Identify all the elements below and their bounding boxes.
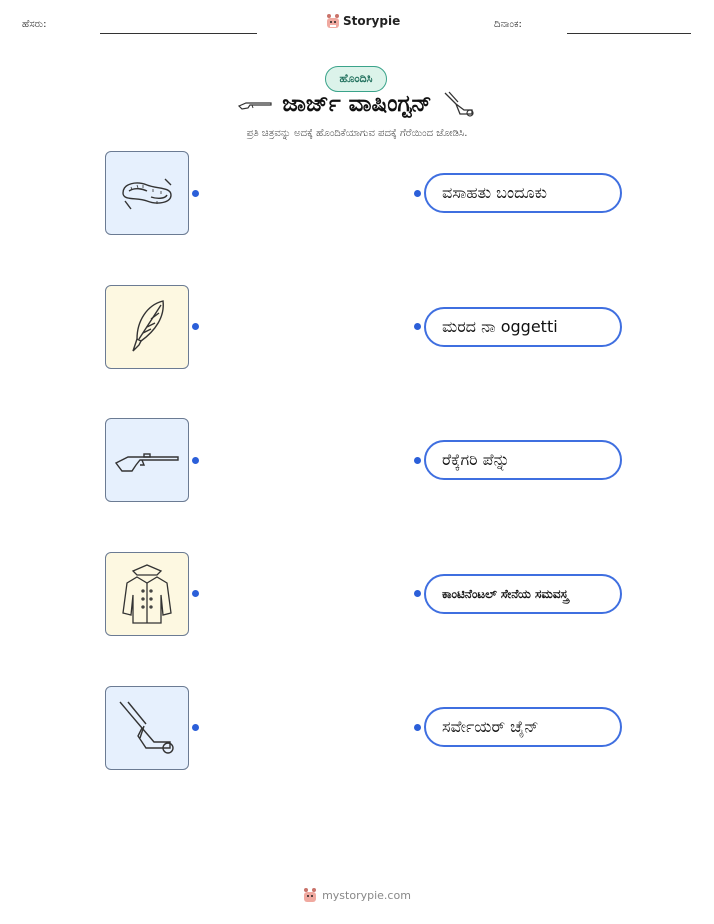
title-row [0,90,714,118]
word-connector-dot[interactable] [414,323,421,330]
page-title: ಜಾರ್ಜ್ ವಾಷಿಂಗ್ಟನ್ [282,91,432,117]
picture-card[interactable] [105,686,189,770]
musket-icon [238,96,272,112]
name-label: ಹೆಸರು: [22,19,47,30]
footer-url[interactable]: mystorypie.com [322,888,411,902]
musket-icon [114,445,180,475]
word-connector-dot[interactable] [414,590,421,597]
surveyor-chain-icon [117,171,177,215]
word-card[interactable]: ಕಾಂಟಿನೆಂಟಲ್ ಸೇನೆಯ ಸಮವಸ್ತ್ರ [424,574,622,614]
name-line[interactable] [100,33,257,34]
picture-card[interactable] [105,418,189,502]
storypie-mascot-icon [303,887,317,903]
picture-card[interactable] [105,552,189,636]
word-card[interactable]: ಸರ್ವೇಯರ್ ಚೈನ್ [424,707,622,747]
picture-connector-dot[interactable] [192,724,199,731]
picture-connector-dot[interactable] [192,590,199,597]
brand-logo [326,13,400,29]
continental-uniform-icon [119,561,175,627]
word-card[interactable]: ಮರದ ನಾ oggetti [424,307,622,347]
picture-connector-dot[interactable] [192,323,199,330]
quill-pen-icon [125,297,169,357]
date-line[interactable] [567,33,691,34]
picture-card[interactable] [105,151,189,235]
picture-connector-dot[interactable] [192,190,199,197]
storypie-mascot-icon [326,13,340,29]
plow-icon [114,698,180,758]
plow-icon [442,90,476,118]
instructions: ಪ್ರತಿ ಚಿತ್ರವನ್ನು ಅದಕ್ಕೆ ಹೊಂದಿಕೆಯಾಗುವ ಪದಕ್ಕೆ ಗೆರೆಯಿಂದ ಜೋಡಿಸಿ. [246,128,468,139]
activity-type-badge: ಹೊಂದಿಸಿ [325,66,387,92]
picture-connector-dot[interactable] [192,457,199,464]
word-card[interactable]: ರೆಕ್ಕೆಗರಿ ಪೆನ್ನು [424,440,622,480]
picture-card[interactable] [105,285,189,369]
word-connector-dot[interactable] [414,457,421,464]
word-connector-dot[interactable] [414,724,421,731]
word-connector-dot[interactable] [414,190,421,197]
date-label: ದಿನಾಂಕ: [494,19,522,30]
word-card[interactable]: ವಸಾಹತು ಬಂದೂಕು [424,173,622,213]
brand-name: Storypie [343,14,401,28]
footer [0,887,714,903]
